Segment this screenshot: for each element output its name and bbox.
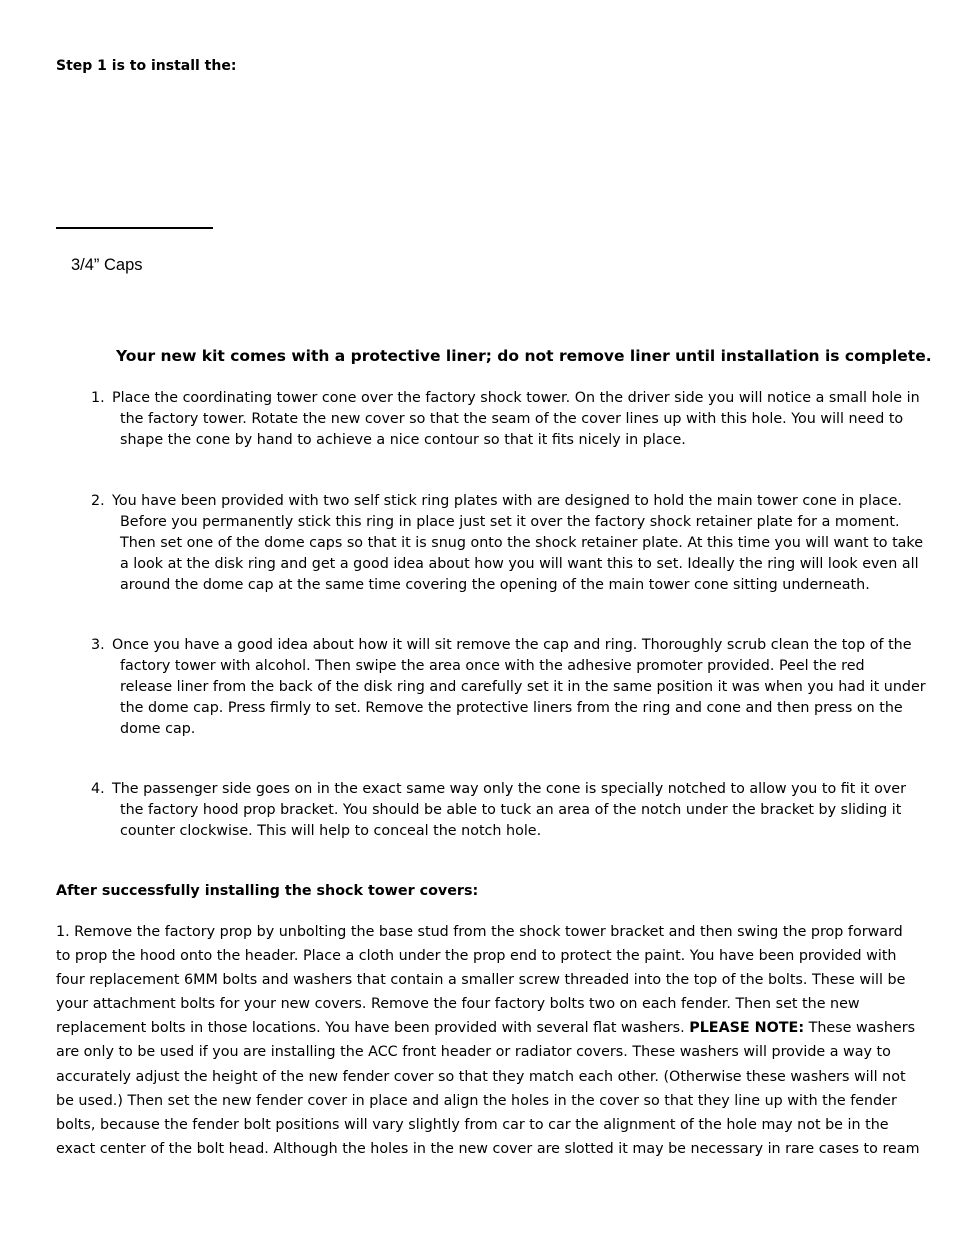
paragraph-line	[56, 1016, 916, 1040]
list-number: 1.	[91, 390, 105, 406]
paragraph-text: These washers	[804, 1020, 916, 1037]
please-note-label: PLEASE NOTE:	[689, 1020, 805, 1037]
paragraph-line: your attachment bolts for your new covers. Remove the four factory bolts two on each fender. Then set the new	[56, 996, 860, 1013]
liner-notice: Your new kit comes with a protective liner; do not remove liner until installation is complete.	[116, 347, 932, 365]
list-item-line: You have been provided with two self stick ring plates with are designed to hold the main tower cone in place.	[112, 493, 902, 509]
list-item-line: release liner from the back of the disk ring and carefully set it in the same position it was when you had it under	[120, 679, 926, 695]
paragraph-line: 1. Remove the factory prop by unbolting the base stud from the shock tower bracket and then swing the prop forward	[56, 924, 903, 940]
step-heading: Step 1 is to install the:	[56, 58, 237, 74]
list-item-line: Once you have a good idea about how it will sit remove the cap and ring. Thoroughly scrub clean the top of the	[112, 637, 912, 653]
list-item-line: factory tower with alcohol. Then swipe the area once with the adhesive promoter provided. Peel the red	[120, 658, 865, 674]
list-item	[91, 635, 926, 740]
list-number: 3.	[91, 637, 105, 653]
paragraph-line: exact center of the bolt head. Although the holes in the new cover are slotted it may be necessary in rare cases to ream	[56, 1140, 920, 1157]
list-item	[91, 779, 906, 842]
list-item-line: dome cap.	[120, 721, 196, 737]
body-paragraph	[56, 920, 920, 1161]
list-item	[91, 388, 920, 451]
list-item-line: the factory hood prop bracket. You should be able to tuck an area of the notch under the bracket by sliding it	[120, 802, 902, 818]
blank-underline	[56, 227, 213, 229]
list-item-line: the dome cap. Press firmly to set. Remove the protective liners from the ring and cone and then press on the	[120, 700, 903, 716]
list-number: 4.	[91, 781, 105, 797]
paragraph-line: four replacement 6MM bolts and washers that contain a smaller screw threaded into the top of the bolts. These will be	[56, 972, 906, 989]
list-item-line: Then set one of the dome caps so that it is snug onto the shock retainer plate. At this time you will want to take	[120, 535, 923, 551]
list-item	[91, 491, 923, 596]
list-item-line: The passenger side goes on in the exact same way only the cone is specially notched to allow you to fit it over	[112, 781, 906, 797]
list-item-line: a look at the disk ring and get a good idea about how you will want this to set. Ideally the ring will look even all	[120, 556, 919, 572]
paragraph-line: be used.) Then set the new fender cover in place and align the holes in the cover so that they line up with the fender	[56, 1092, 897, 1109]
paragraph-line: to prop the hood onto the header. Place a cloth under the prop end to protect the paint. You have been provided with	[56, 948, 897, 965]
paragraph-text: replacement bolts in those locations. You have been provided with several flat washers.	[56, 1020, 690, 1037]
list-item-line: the factory tower. Rotate the new cover so that the seam of the cover lines up with this hole. You will need to	[120, 411, 904, 427]
section-heading: After successfully installing the shock tower covers:	[56, 883, 479, 899]
list-item-line: shape the cone by hand to achieve a nice contour so that it fits nicely in place.	[120, 432, 686, 448]
paragraph-line: accurately adjust the height of the new fender cover so that they match each other. (Otherwise these washers will not	[56, 1068, 906, 1085]
list-item-line: Place the coordinating tower cone over the factory shock tower. On the driver side you will notice a small hole in	[112, 390, 920, 406]
list-item-line: around the dome cap at the same time covering the opening of the main tower cone sitting underneath.	[120, 577, 870, 593]
caps-label: 3/4” Caps	[71, 256, 143, 274]
paragraph-line: are only to be used if you are installing the ACC front header or radiator covers. These washers will provide a way to	[56, 1044, 891, 1061]
list-item-line: counter clockwise. This will help to conceal the notch hole.	[120, 823, 542, 839]
list-item-line: Before you permanently stick this ring in place just set it over the factory shock retainer plate for a moment.	[120, 514, 900, 530]
list-number: 2.	[91, 493, 105, 509]
paragraph-line: bolts, because the fender bolt positions will vary slightly from car to car the alignment of the hole may not be in the	[56, 1116, 889, 1133]
